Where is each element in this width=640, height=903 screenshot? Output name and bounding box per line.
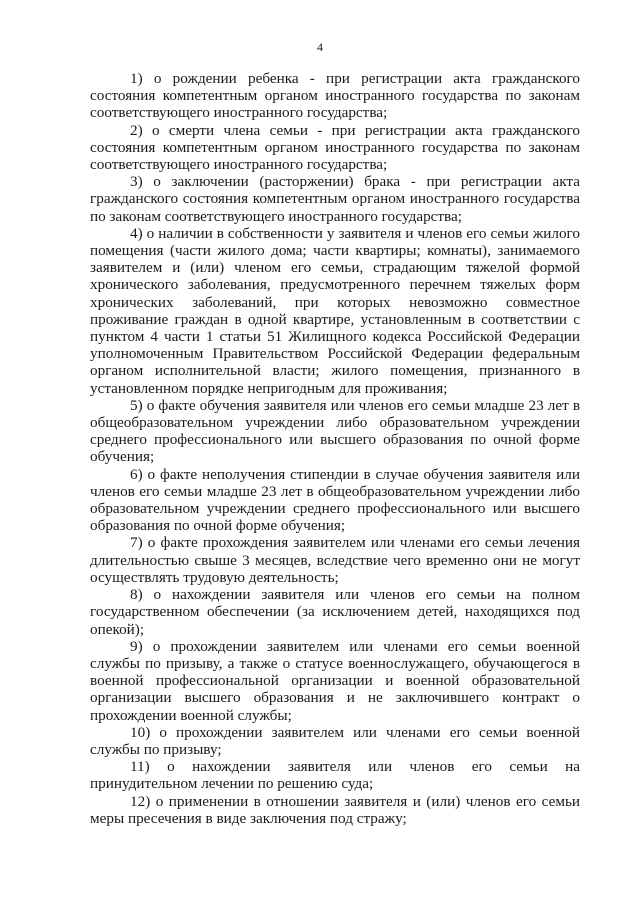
list-item-10: 10) о прохождении заявителем или членами его семьи военной службы по призыву; xyxy=(90,723,580,758)
list-item-1: 1) о рождении ребенка - при регистрации акта гражданского состояния компетентным органом иностранного государства по законам соответствующего иностранного государства; xyxy=(90,70,580,122)
list-item-11: 11) о нахождении заявителя или членов его семьи на принудительном лечении по решению суда; xyxy=(90,758,580,793)
list-item-3: 3) о заключении (расторжении) брака - при регистрации акта гражданского состояния компетентным органом иностранного государства по законам соответствующего иностранного государства; xyxy=(90,173,580,225)
list-item-7: 7) о факте прохождения заявителем или членами его семьи лечения длительностью свыше 3 месяцев, вследствие чего временно они не могут осуществлять трудовую деятельность; xyxy=(90,534,580,586)
list-item-4: 4) о наличии в собственности у заявителя и членов его семьи жилого помещения (части жилого дома; части квартиры; комнаты), занимаемого заявителем и (или) членом его семьи, страдающим тяжелой формой хронического заболевания, предусмотренного перечнем тяжелых форм хронических заболеваний, при которых невозможно совместное проживание граждан в одной квартире, установленным в соответствии с пунктом 4 части 1 статьи 51 Жилищного кодекса Российской Федерации уполномоченным Правительством Российской Федерации федеральным органом исполнительной власти; жилого помещения, признанного в установленном порядке непригодным для проживания; xyxy=(90,224,580,397)
list-body xyxy=(90,70,580,827)
page-number: 4 xyxy=(317,40,323,54)
list-item-2: 2) о смерти члена семьи - при регистрации акта гражданского состояния компетентным органом иностранного государства по законам соответствующего иностранного государства; xyxy=(90,121,580,174)
list-item-8: 8) о нахождении заявителя или членов его семьи на полном государственном обеспечении (за исключением детей, находящихся под опекой); xyxy=(90,586,580,638)
list-item-5: 5) о факте обучения заявителя или членов его семьи младше 23 лет в общеобразовательном учреждении либо образовательном учреждении среднего профессионального или высшего образования по очной форме обучения; xyxy=(90,396,580,466)
list-item-12: 12) о применении в отношении заявителя и (или) членов его семьи меры пресечения в виде заключения под стражу; xyxy=(90,792,580,827)
list-item-6: 6) о факте неполучения стипендии в случае обучения заявителя или членов его семьи младше 23 лет в общеобразовательном учреждении либо образовательном учреждении среднего профессионального или высшего образования по очной форме обучения; xyxy=(90,465,580,535)
list-item-9: 9) о прохождении заявителем или членами его семьи военной службы по призыву, а также о статусе военнослужащего, обучающегося в военной профессиональной организации и военной образовательной организации высшего образования и не заключившего контракт о прохождении военной службы; xyxy=(90,637,580,724)
